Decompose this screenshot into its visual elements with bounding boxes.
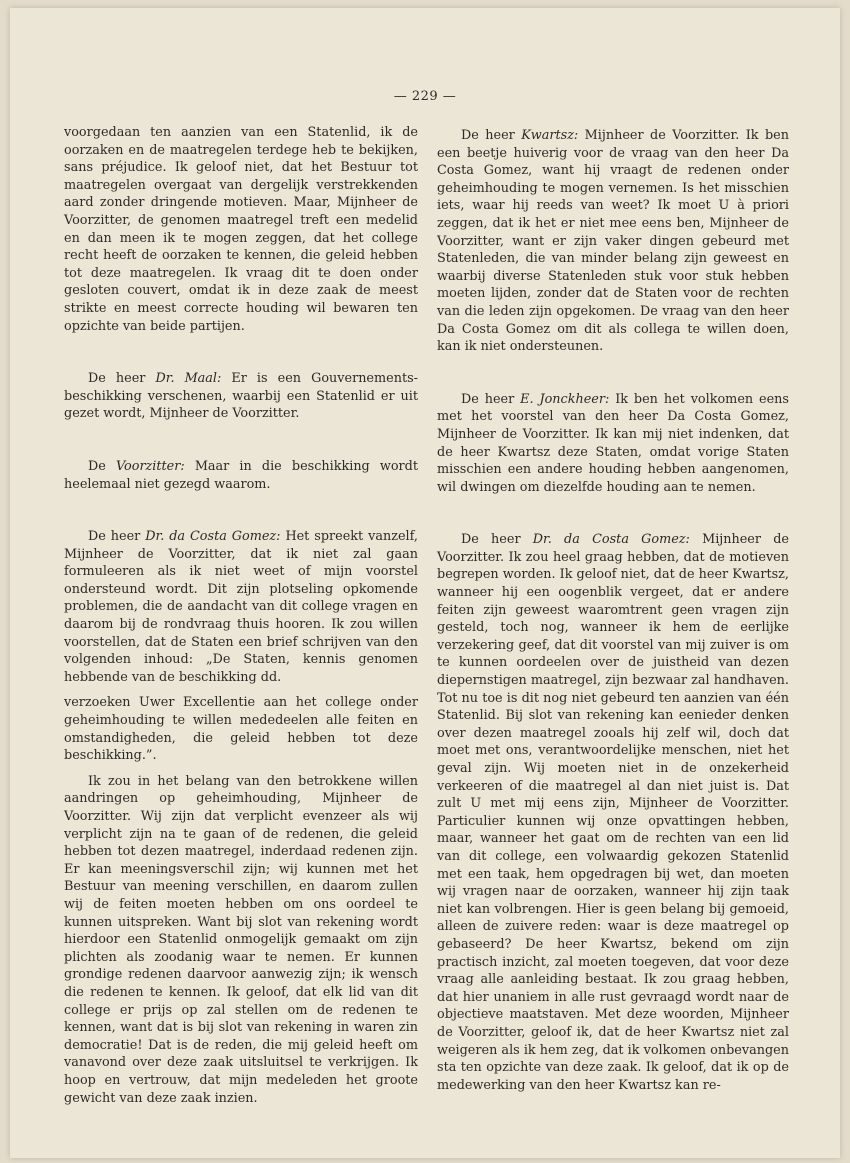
paragraph-da-costa-gomez: De heer Dr. da Costa Gomez: Het spreekt vanzelf, Mijnheer de Voorzitter, dat ik niet zal gaan formuleeren als ik niet weet of mijn voorstel ondersteund wordt. Dit zijn plotseling opkomende problemen, die de aandacht van dit college vragen en daarom bij de rondvraag thuis hooren. Ik zou willen voorstellen, dat de Staten een brief schrijven van den volgenden inhoud: „De Staten, kennis genomen hebbende van de beschikking dd.	[64, 529, 419, 685]
left-column	[64, 124, 418, 1107]
paragraph-kwartsz: De heer Kwartsz: Mijnheer de Voorzitter. Ik ben een beetje huiverig voor de vraag van den heer Da Costa Gomez, want hij vraagt de redenen onder geheimhouding te mogen vernemen. Is het misschien iets, waar hij reeds van weet? Ik moet U à priori zeggen, dat ik het er niet mee eens ben, Mijnheer de Voorzitter, want er zijn vaker dingen gebeurd met Statenleden, die van minder belang zijn geweest en waarbij diverse Statenleden stuk voor stuk hebben moeten lijden, zonder dat de Staten voor de rechten van die leden zijn opgekomen. De vraag van den heer Da Costa Gomez om dit als collega te willen doen, kan ik niet ondersteunen.	[437, 128, 789, 355]
paragraph: voorgedaan ten aanzien van een Statenlid, ik de oorzaken en de maatregelen terdege heb te bekijken, sans préjudice. Ik geloof niet, dat het Bestuur tot maatregelen overgaat van dergelijk verstrekkenden aard zonder dringende motieven. Maar, Mijnheer de Voorzitter, de genomen maatregel treft een medelid en dan meen ik te mogen zeggen, dat het college recht heeft de oorzaken te kennen, die geleid hebben tot deze maatregelen. Ik vraag dit te doen onder gesloten couvert, omdat ik in deze zaak de meest strikte en meest correcte houding wil bewaren ten opzichte van beide partijen.	[64, 125, 418, 334]
speaker-name: Kwartsz:	[521, 128, 579, 143]
right-column	[437, 127, 789, 1094]
speaker-name: Dr. da Costa Gomez:	[532, 532, 690, 548]
paragraph: verzoeken Uwer Excellentie aan het college onder geheimhouding te willen mededeelen alle feiten en omstandigheden, die geleid hebben tot deze beschikking.”.	[64, 695, 418, 764]
speaker-name: E. Jonckheer:	[520, 391, 610, 407]
paragraph: Ik zou in het belang van den betrokkene willen aandringen op geheimhouding, Mijnheer de Voorzitter. Wij zijn dat verplicht evenzeer als wij verplicht zijn na te gaan of de redenen, die geleid hebben tot dezen maatregel, inderdaad redenen zijn. Er kan meeningsverschil zijn; wij kunnen met het Bestuur van meening verschillen, en daarom zullen wij de feiten moeten hebben om ons oordeel te kunnen uitspreken. Want bij slot van rekening wordt hierdoor een Statenlid onmogelijk gemaakt om zijn plichten als zoodanig waar te nemen. Er kunnen grondige redenen daarvoor aanwezig zijn; ik wensch die redenen te kennen. Ik geloof, dat elk lid van dit college er prijs op zal stellen om de redenen te kennen, want dat is bij slot van rekening in waren zin democratie! Dat is de reden, die mij geleid heeft om vanavond over deze zaak uitsluitsel te verkrijgen. Ik hoop en vertrouw, dat mijn medeleden het groote gewicht van deze zaak inzien.	[64, 773, 418, 1106]
page-number: — 229 —	[393, 89, 457, 104]
paragraph-voorzitter: De Voorzitter: Maar in die beschikking wordt heelemaal niet gezegd waarom.	[64, 458, 418, 492]
speaker-name: Dr. da Costa Gomez:	[145, 529, 281, 545]
paragraph-da-costa-gomez: De heer Dr. da Costa Gomez: Mijnheer de Voorzitter. Ik zou heel graag hebben, dat de motieven begrepen worden. Ik geloof niet, dat de heer Kwartsz, wanneer hij een oogenblik vergeet, dat er andere feiten zijn geweest waaromtrent geen vragen zijn gesteld, toch nog, wanneer ik hem de eerlijke verzekering geef, dat dit voorstel van mij zuiver is om te kunnen oordeelen over de juistheid van dezen diepernstigen maatregel, zijn bezwaar zal handhaven. Tot nu toe is dit nog niet gebeurd ten aanzien van één Statenlid. Bij slot van rekening kan eenieder denken over dezen maatregel zooals hij zelf wil, doch dat moet met ons, verantwoordelijke menschen, niet het geval zijn. Wij moeten niet in de onzekerheid verkeeren of die maatregel al dan niet juist is. Dat zult U met mij eens zijn, Mijnheer de Voorzitter. Particulier kunnen wij onze opvattingen hebben, maar, wanneer het gaat om de rechten van een lid van dit college, een volwaardig gekozen Statenlid met een taak, hem opgedragen bij wet, dan moeten wij vragen naar de oorzaken, wanneer hij zijn taak niet kan volbrengen. Hier is geen belang bij gemoeid, alleen de zuivere reden: waar is deze maatregel op gebaseerd? De heer Kwartsz, bekend om zijn practisch inzicht, zal moeten toegeven, dat voor deze vraag alle aanleiding bestaat. Ik zou graag hebben, dat hier unaniem in alle rust gevraagd wordt naar de objectieve maatstaven. Met deze woorden, Mijnheer de Voorzitter, geloof ik, dat de heer Kwartsz niet zal weigeren als ik hem zeg, dat ik volkomen onbevangen sta ten opzichte van deze zaak. Ik geloof, dat ik op de medewerking van den heer Kwartsz kan re-	[437, 532, 789, 1093]
paragraph-maal: De heer Dr. Maal: Er is een Gouvernements-beschikking verschenen, waarbij een Statenlid er uit gezet wordt, Mijnheer de Voorzitter.	[64, 371, 418, 422]
paragraph-jonckheer: De heer E. Jonckheer: Ik ben het volkomen eens met het voorstel van den heer Da Costa Gomez, Mijnheer de Voorzitter. Ik kan mij niet indenken, dat de heer Kwartsz deze Staten, omdat vorige Staten misschien een andere houding hebben aangenomen, wil dwingen om diezelfde houding aan te nemen.	[437, 391, 789, 495]
speaker-name: Voorzitter:	[115, 458, 185, 474]
speaker-name: Dr. Maal:	[155, 371, 222, 387]
